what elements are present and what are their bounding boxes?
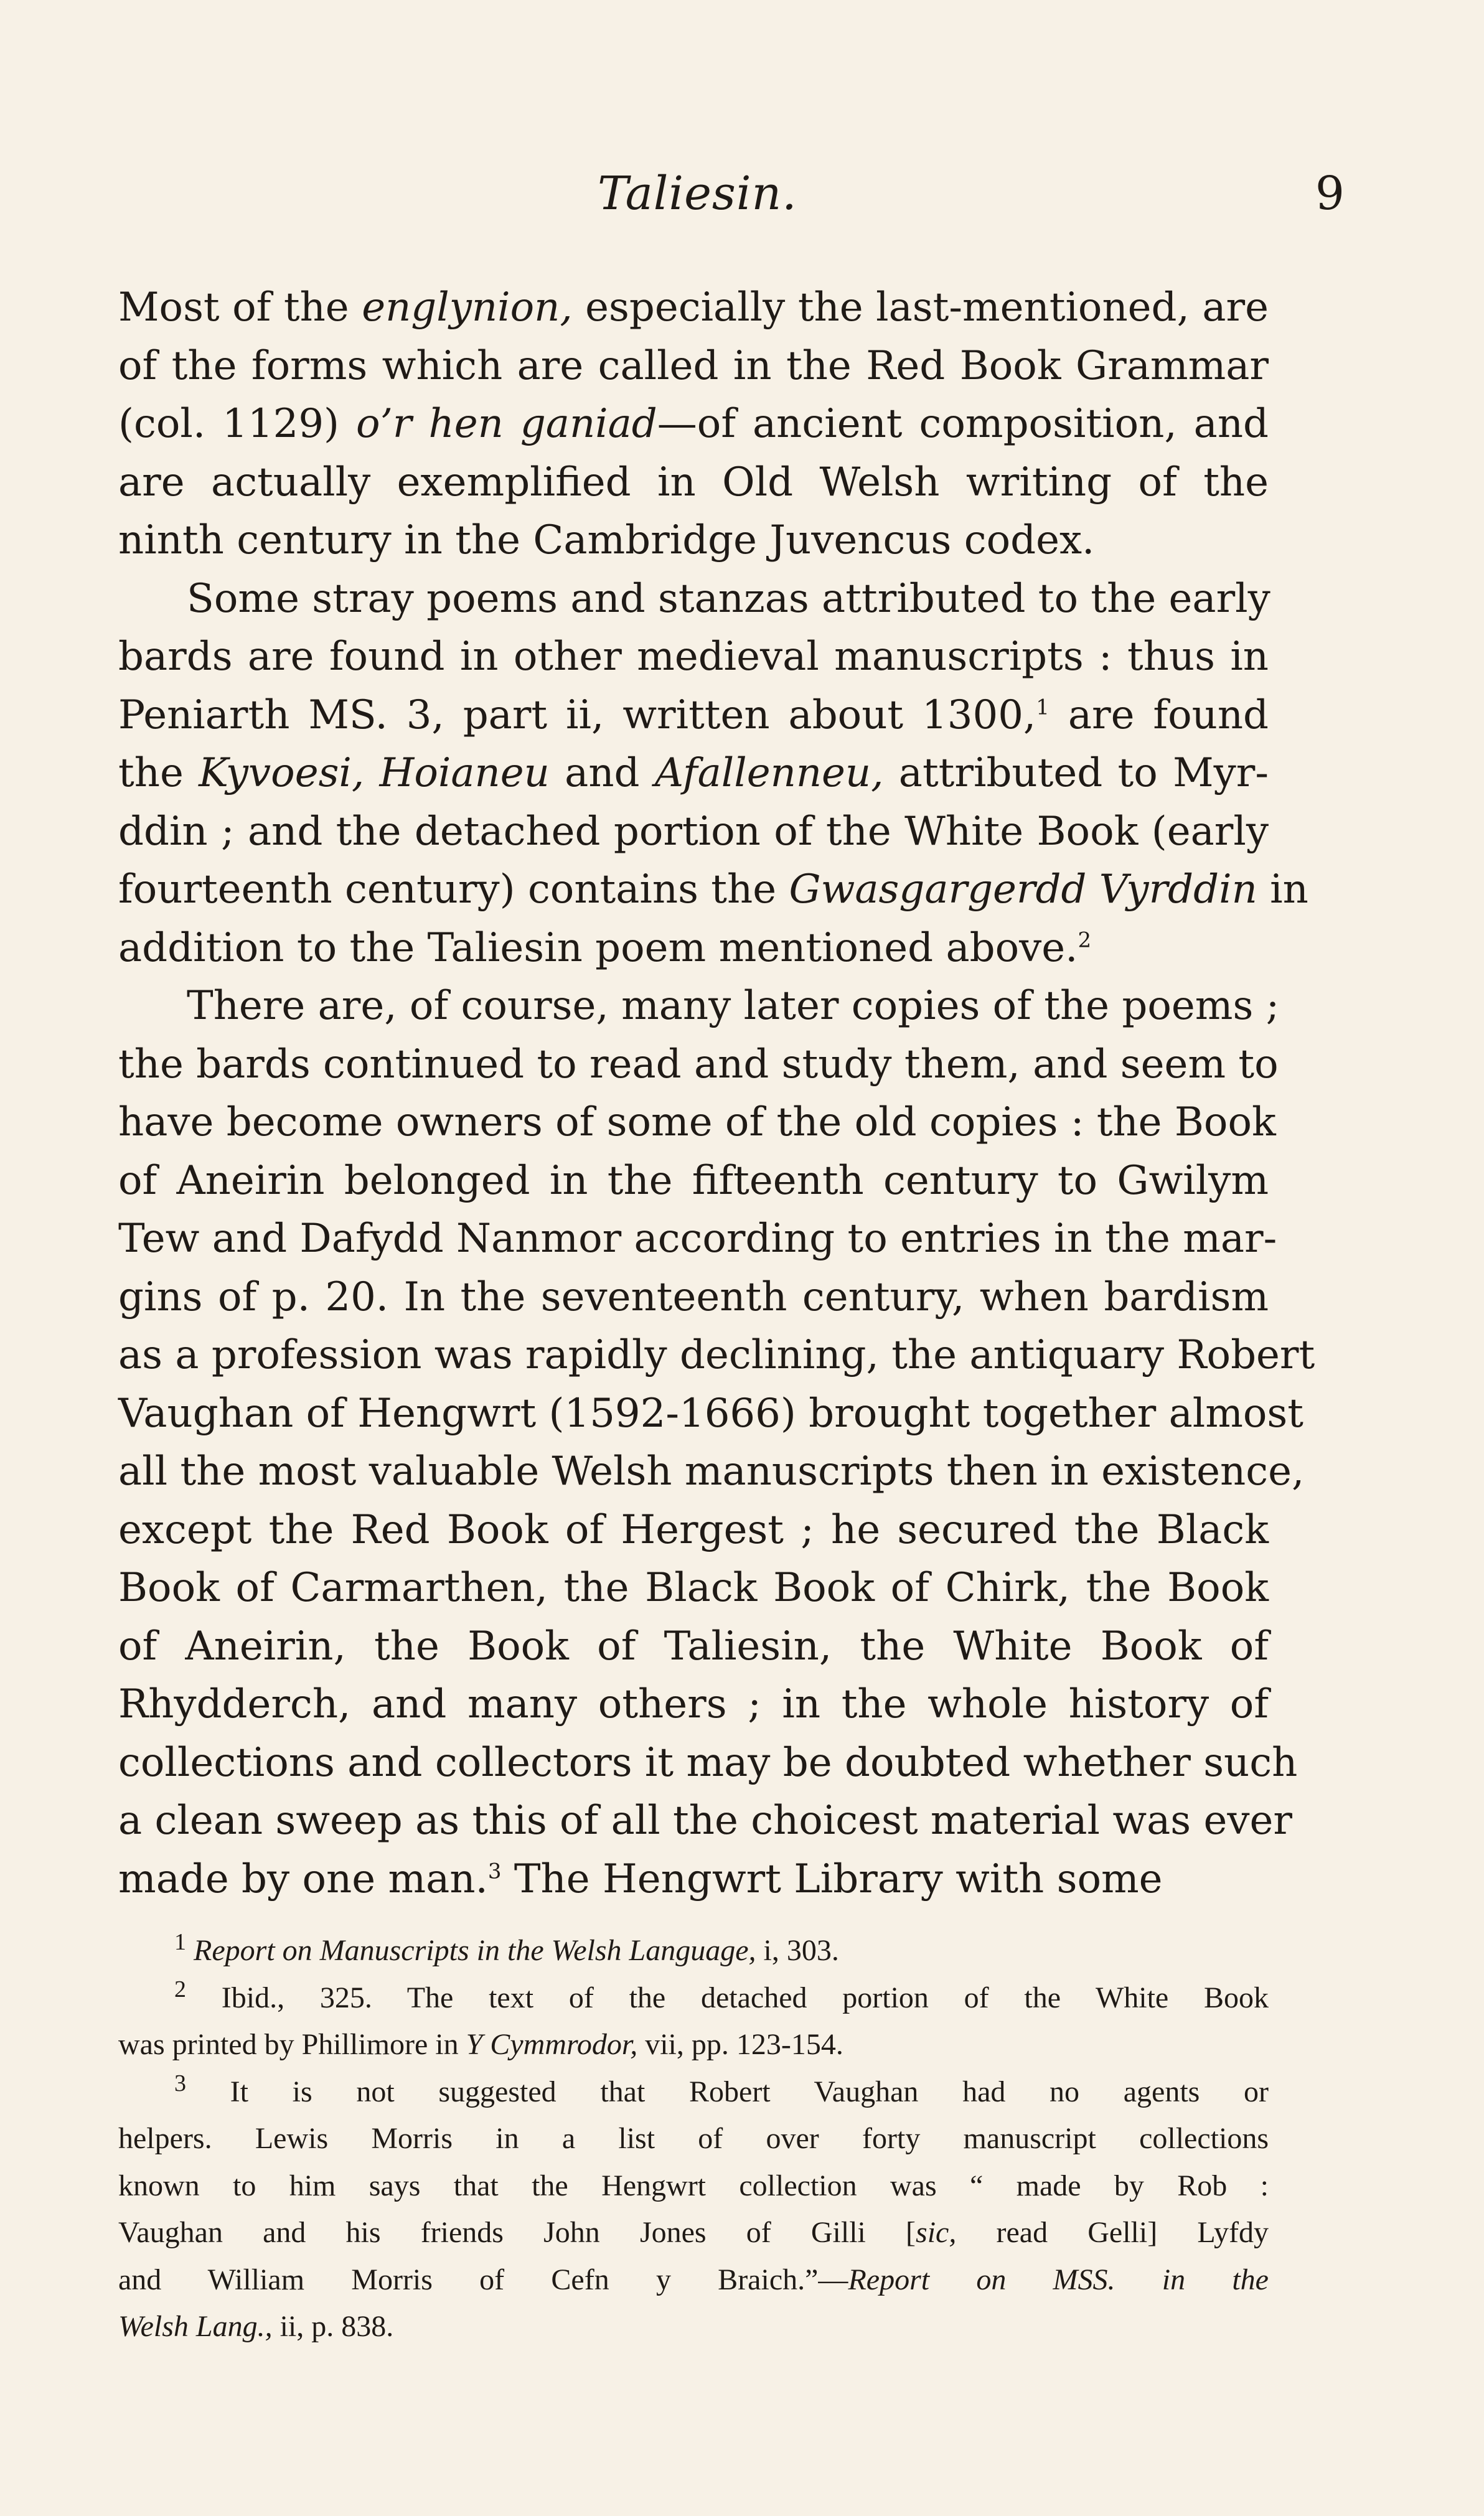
text-run: Some stray poems and stanzas attributed to the early	[187, 575, 1270, 622]
text-line	[118, 337, 1269, 396]
text-run: gins of p. 20. In the seventeenth century, when bardism	[118, 1274, 1269, 1320]
footnote-reference: 2	[1078, 927, 1092, 953]
text-run: was printed by Phillimore in	[118, 2028, 466, 2061]
footnote-line	[118, 2256, 1269, 2304]
text-run: read Gelli] Lyfdy	[956, 2216, 1269, 2249]
italic-text: Report on Manuscripts in the Welsh Language,	[194, 1934, 756, 1967]
italic-text: Afallenneu,	[654, 750, 884, 796]
text-run: bards are found in other medieval manuscripts : thus in	[118, 634, 1269, 680]
text-line	[118, 1385, 1303, 1443]
text-line	[118, 512, 1269, 570]
text-line	[118, 1734, 1298, 1793]
text-line	[118, 919, 1269, 978]
footnote-line	[118, 2068, 1269, 2116]
text-run: addition to the Taliesin poem mentioned above.	[118, 924, 1078, 971]
text-run: have become owners of some of the old copies : the Book	[118, 1099, 1276, 1145]
footnote-line	[118, 1974, 1269, 2022]
text-run: all the most valuable Welsh manuscripts then in existence,	[118, 1448, 1305, 1495]
text-run: a clean sweep as this of all the choicest material was ever	[118, 1798, 1292, 1844]
footnotes	[118, 1927, 1269, 2350]
text-line	[118, 977, 1280, 1036]
italic-text: sic,	[916, 2216, 957, 2249]
text-run: Peniarth MS. 3, part ii, written about 1300,	[118, 692, 1036, 738]
text-run: of Aneirin, the Book of Taliesin, the White Book of	[118, 1623, 1269, 1669]
text-line	[118, 1851, 1269, 1909]
footnote-line	[118, 2162, 1269, 2210]
text-run: ii, p. 838.	[272, 2310, 394, 2343]
text-run: Tew and Dafydd Nanmor according to entries in the mar-	[118, 1216, 1277, 1262]
text-run: Vaughan of Hengwrt (1592-1666) brought together almost	[118, 1390, 1303, 1437]
footnote-line	[118, 2021, 1269, 2068]
text-run: collections and collectors it may be doubted whether such	[118, 1739, 1298, 1786]
text-line	[118, 1269, 1269, 1327]
text-line	[118, 1618, 1269, 1676]
text-line	[118, 1501, 1269, 1560]
text-line	[118, 687, 1269, 745]
text-line	[118, 1792, 1292, 1851]
running-head	[118, 167, 1357, 235]
page-number: 9	[1315, 167, 1345, 220]
text-line	[118, 1326, 1315, 1385]
text-line	[118, 861, 1308, 919]
text-run: ninth century in the Cambridge Juvencus codex.	[118, 517, 1095, 563]
text-line	[118, 803, 1269, 861]
running-title: Taliesin.	[598, 167, 797, 220]
footnote-line	[118, 2303, 1269, 2350]
text-run: Book of Carmarthen, the Black Book of Chirk, the Book	[118, 1565, 1269, 1611]
text-line	[118, 1094, 1276, 1152]
footnote-reference: 3	[487, 1859, 502, 1884]
body-text	[118, 279, 1315, 1908]
footnote-line	[118, 2209, 1269, 2256]
text-line	[118, 1676, 1269, 1734]
text-run: Vaughan and his friends John Jones of Gilli [	[118, 2216, 916, 2249]
text-run: of the forms which are called in the Red Book Grammar	[118, 342, 1269, 389]
text-run: of Aneirin belonged in the fifteenth century to Gwilym	[118, 1157, 1269, 1204]
text-run: It is not suggested that Robert Vaughan had no agents or	[186, 2075, 1269, 2108]
italic-text: englynion,	[362, 284, 573, 331]
text-run: especially the last-mentioned, are	[572, 284, 1269, 331]
footnote-line	[118, 1927, 1269, 1974]
text-run: except the Red Book of Hergest ; he secured the Black	[118, 1506, 1269, 1553]
italic-text: Gwasgargerdd Vyrddin	[789, 866, 1257, 913]
text-line	[118, 1443, 1305, 1501]
text-line	[118, 744, 1269, 803]
italic-text: Kyvoesi, Hoianeu	[199, 750, 550, 796]
text-run: Ibid., 325. The text of the detached portion of the White Book	[186, 1981, 1269, 2014]
text-run: and William Morris of Cefn y Braich.”—	[118, 2263, 848, 2296]
italic-text: o’r hen ganiad	[356, 401, 657, 447]
footnote-number: 3	[174, 2070, 186, 2096]
text-run: There are, of course, many later copies of the poems ;	[187, 983, 1280, 1029]
text-run: the	[118, 750, 199, 796]
text-line	[118, 1152, 1269, 1211]
text-run: The Hengwrt Library with some	[501, 1856, 1163, 1902]
text-run: fourteenth century) contains the	[118, 866, 789, 913]
text-run: —of ancient composition, and	[657, 401, 1269, 447]
italic-text: Welsh Lang.,	[118, 2310, 273, 2343]
text-run: Rhydderch, and many others ; in the whole history of	[118, 1681, 1269, 1727]
text-run: vii, pp. 123-154.	[637, 2028, 843, 2061]
text-run: ddin ; and the detached portion of the White Book (early	[118, 808, 1269, 855]
text-line	[118, 454, 1269, 512]
text-run: i, 303.	[756, 1934, 839, 1967]
text-line	[118, 1559, 1269, 1618]
italic-text: Report on MSS. in the	[848, 2263, 1269, 2296]
text-run: made by one man.	[118, 1856, 488, 1902]
text-run: the bards continued to read and study them, and seem to	[118, 1041, 1279, 1087]
text-run: are actually exemplified in Old Welsh writing of the	[118, 459, 1269, 505]
footnote-number: 1	[174, 1929, 186, 1955]
text-run: in	[1257, 866, 1308, 913]
text-run: Most of the	[118, 284, 362, 331]
text-line	[118, 628, 1269, 687]
text-run: are found	[1049, 692, 1269, 738]
text-line	[118, 570, 1269, 629]
text-run: and	[549, 750, 655, 796]
text-line	[118, 1036, 1279, 1094]
text-line	[118, 395, 1269, 454]
text-run: (col. 1129)	[118, 401, 357, 447]
text-line	[118, 1210, 1277, 1269]
italic-text: Y Cymmrodor,	[466, 2028, 638, 2061]
text-line	[118, 279, 1269, 337]
text-run: attributed to Myr-	[883, 750, 1269, 796]
text-run: known to him says that the Hengwrt collection was “ made by Rob :	[118, 2169, 1269, 2202]
text-run: helpers. Lewis Morris in a list of over forty manuscript collections	[118, 2122, 1269, 2155]
footnote-line	[118, 2115, 1269, 2162]
footnote-reference: 1	[1036, 695, 1050, 720]
footnote-number: 2	[174, 1976, 186, 2002]
text-run: as a profession was rapidly declining, the antiquary Robert	[118, 1332, 1315, 1378]
text-run	[186, 1934, 194, 1967]
